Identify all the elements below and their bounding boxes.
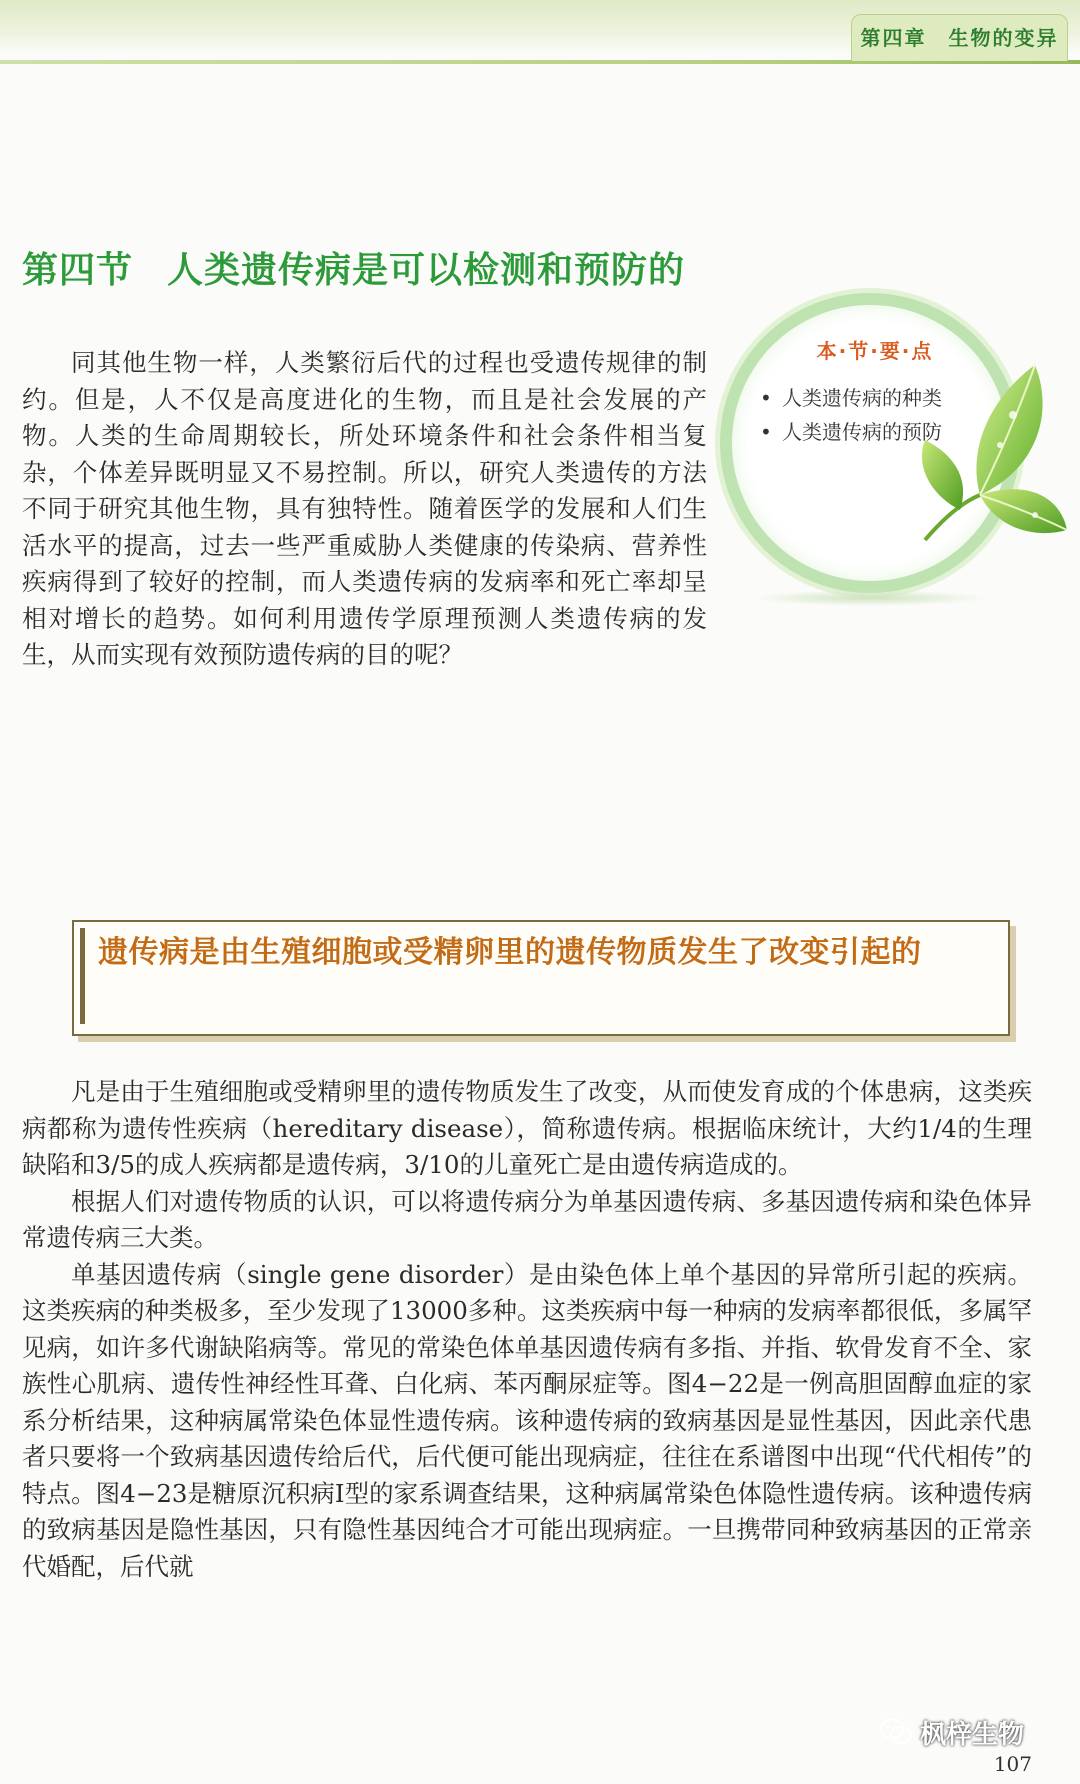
key-points-list <box>760 383 960 451</box>
key-points-panel <box>720 285 1065 625</box>
paragraph: 根据人们对遗传物质的认识，可以将遗传病分为单基因遗传病、多基因遗传病和染色体异常遗传病三大类。 <box>22 1186 1032 1252</box>
leaf-icon <box>885 345 1070 575</box>
key-point-item: • 人类遗传病的预防 <box>760 417 960 447</box>
watermark-text: 枫梓生物 <box>920 1720 1025 1750</box>
watermark <box>880 1712 1075 1752</box>
key-point-item: • 人类遗传病的种类 <box>760 383 960 413</box>
body-text <box>22 1074 1032 1585</box>
subheading: 遗传病是由生殖细胞或受精卵里的遗传物质发生了改变引起的 <box>98 935 922 970</box>
section-number: 第四节 <box>22 250 134 291</box>
subheading-accent-bar <box>80 928 85 1024</box>
key-points-title: 本·节·要·点 <box>816 339 934 363</box>
paragraph: 凡是由于生殖细胞或受精卵里的遗传物质发生了改变，从而使发育成的个体患病，这类疾病都称为遗传性疾病（hereditary disease），简称遗传病。根据临床统计，大约1/4的生理缺陷和3/5的成人疾病都是遗传病，3/10的儿童死亡是由遗传病造成的。 <box>22 1077 1032 1179</box>
chapter-tab: 第四章 生物的变异 <box>851 14 1068 61</box>
paragraph: 单基因遗传病（single gene disorder）是由染色体上单个基因的异常所引起的疾病。这类疾病的种类极多，至少发现了13000多种。这类疾病中每一种病的发病率都很低，多属罕见病，如许多代谢缺陷病等。常见的常染色体单基因遗传病有多指、并指、软骨发育不全、家族性心肌病、遗传性神经性耳聋、白化病、苯丙酮尿症等。图4−22是一例高胆固醇血症的家系分析结果，这种病属常染色体显性遗传病。该种遗传病的致病基因是显性基因，因此亲代患者只要将一个致病基因遗传给后代，后代便可能出现病症，往往在系谱图中出现“代代相传”的特点。图4−23是糖原沉积病Ⅰ型的家系调查结果，这种病属常染色体隐性遗传病。该种遗传病的致病基因是隐性基因，只有隐性基因纯合才可能出现病症。一旦携带同种致病基因的正常亲代婚配，后代就 <box>22 1259 1032 1581</box>
section-title <box>22 242 685 293</box>
section-name: 人类遗传病是可以检测和预防的 <box>167 250 686 291</box>
wechat-icon <box>880 1718 912 1746</box>
key-points-shadow <box>750 590 990 606</box>
page-number: 107 <box>993 1752 1032 1776</box>
intro-paragraph: 同其他生物一样，人类繁衍后代的过程也受遗传规律的制约。但是，人不仅是高度进化的生物，而且是社会发展的产物。人类的生命周期较长，所处环境条件和社会条件相当复杂，个体差异既明显又不易控制。所以，研究人类遗传的方法不同于研究其他生物，具有独特性。随着医学的发展和人们生活水平的提高，过去一些严重威胁人类健康的传染病、营养性疾病得到了较好的控制，而人类遗传病的发病率和死亡率却呈相对增长的趋势。如何利用遗传学原理预测人类遗传病的发生，从而实现有效预防遗传病的目的呢？ <box>22 348 707 669</box>
